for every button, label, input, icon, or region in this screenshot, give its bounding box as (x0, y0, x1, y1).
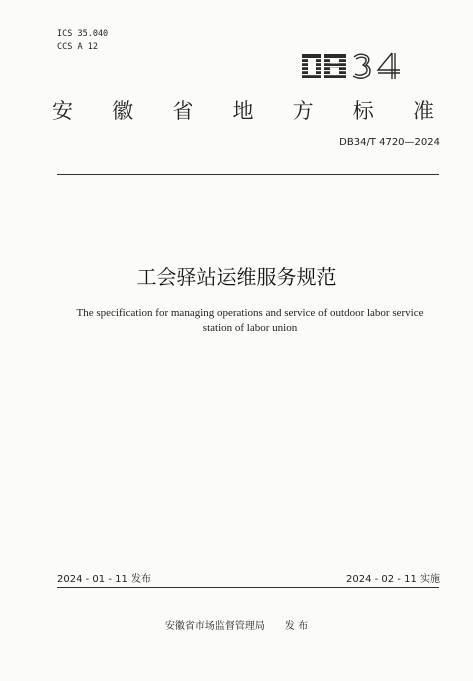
issuer-line (0, 617, 473, 632)
org-char-6: 标 (352, 99, 374, 123)
ics-code: ICS 35.040 (57, 29, 109, 39)
implementation-date: 2024 - 02 - 11 实施 (345, 574, 440, 585)
org-char-1: 安 (52, 99, 73, 123)
org-char-3: 省 (172, 99, 194, 123)
release-date: 2024 - 01 - 11 发布 (57, 574, 152, 585)
org-char-2: 徽 (112, 99, 134, 123)
org-char-5: 方 (292, 99, 314, 123)
issuer-action: 发 布 (284, 621, 309, 632)
english-title-line-1: The specification for managing operations and service of outdoor labor service (76, 307, 424, 319)
standard-type-heading (52, 95, 434, 125)
chinese-title: 工会驿站运维服务规范 (136, 265, 337, 289)
number-34-outline (353, 53, 400, 79)
db34-logo (300, 50, 418, 82)
db-block-letters (302, 54, 346, 78)
org-char-4: 地 (232, 99, 254, 123)
top-divider (57, 174, 439, 175)
ccs-code: CCS A 12 (57, 42, 98, 52)
standard-number: DB34/T 4720—2024 (339, 137, 440, 148)
issuer-name: 安徽省市场监督管理局 (164, 621, 265, 632)
org-char-7: 准 (412, 99, 434, 123)
english-title (60, 306, 440, 336)
bottom-divider (57, 587, 439, 588)
english-title-line-2: station of labor union (202, 322, 298, 334)
classification-codes (57, 28, 108, 54)
